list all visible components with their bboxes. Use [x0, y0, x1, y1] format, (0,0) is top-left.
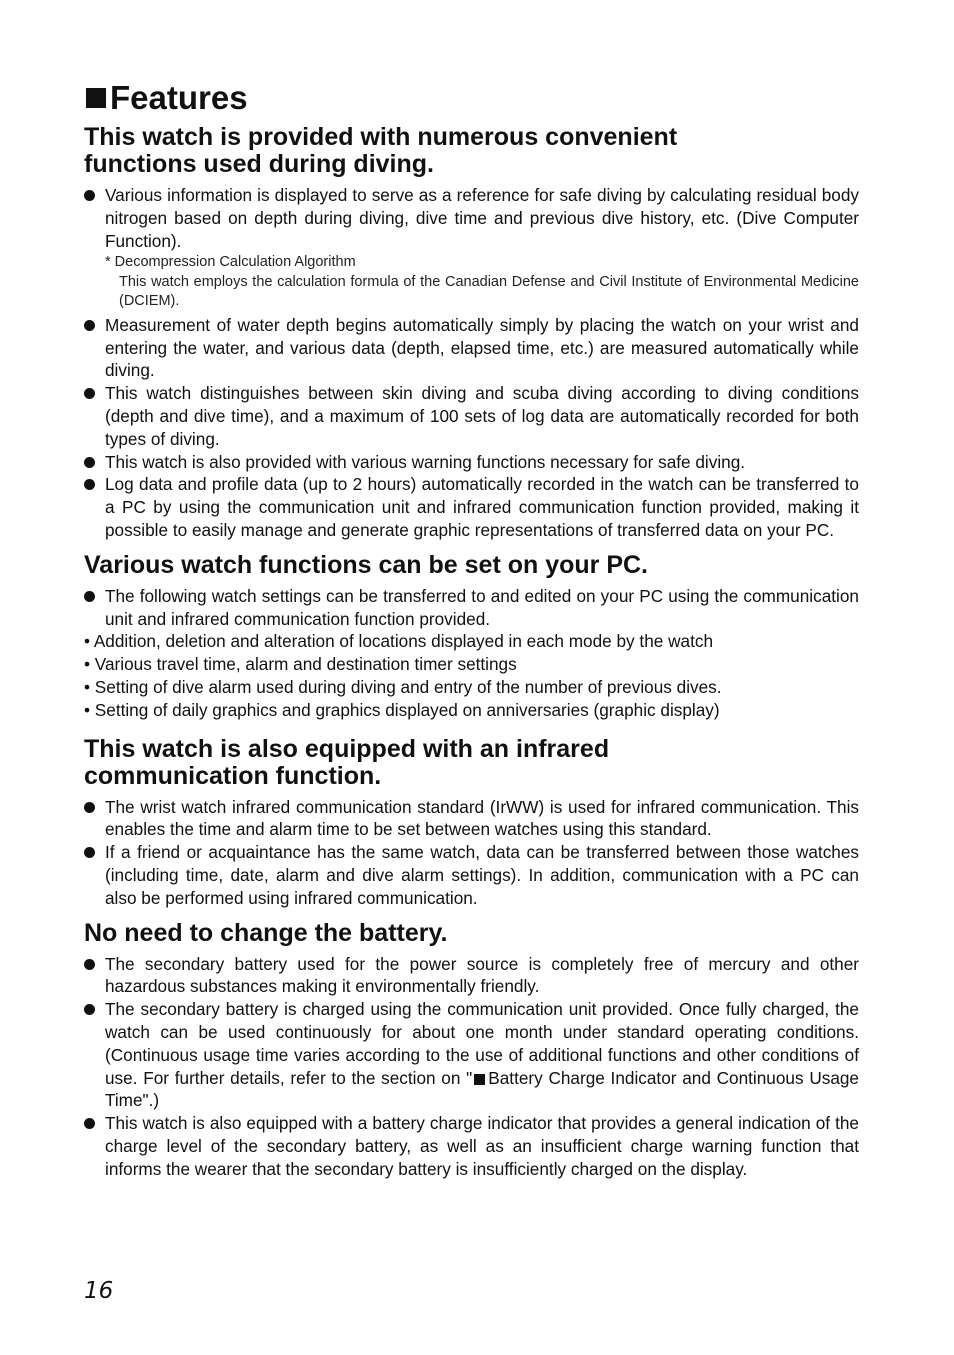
pc-bullet-list — [84, 585, 859, 631]
list-item: The following watch settings can be transferred to and edited on your PC using the communication unit and infrared communication function provided. — [84, 585, 859, 631]
list-item: • Addition, deletion and alteration of locations displayed in each mode by the watch — [84, 631, 713, 652]
section-heading-battery: No need to change the battery. — [84, 918, 448, 947]
list-item: If a friend or acquaintance has the same watch, data can be transferred between those watches (including time, date, alarm and dive alarm settings). In addition, communication with a PC can also be performed using infrared communication. — [84, 841, 859, 909]
footnote — [84, 253, 859, 312]
list-item: Log data and profile data (up to 2 hours) automatically recorded in the watch can be transferred to a PC by using the communication unit and infrared communication function provided, making it possible to easily manage and generate graphic representations of transferred data on your PC. — [84, 473, 859, 541]
list-item: Various information is displayed to serve as a reference for safe diving by calculating residual body nitrogen based on depth during diving, dive time and previous dive history, etc. (Dive Computer Function). — [84, 184, 859, 252]
infrared-bullet-list — [84, 796, 859, 910]
page-title: Features — [84, 80, 859, 116]
square-icon — [86, 88, 106, 108]
section-heading-diving: This watch is provided with numerous convenient functions used during diving. — [84, 123, 678, 178]
pc-settings-list — [84, 630, 859, 721]
list-item: This watch distinguishes between skin diving and scuba diving according to diving conditions (depth and dive time), and a maximum of 100 sets of log data are automatically recorded for both types of diving. — [84, 382, 859, 450]
list-item: The secondary battery used for the power source is completely free of mercury and other hazardous substances making it environmentally friendly. — [84, 953, 859, 999]
list-item: • Various travel time, alarm and destination timer settings — [84, 654, 517, 675]
list-item: This watch is also equipped with a battery charge indicator that provides a general indication of the charge level of the secondary battery, as well as an insufficient charge warning function that informs the wearer that the secondary battery is insufficiently charged on the display. — [84, 1112, 859, 1180]
section-heading-pc-settings: Various watch functions can be set on your PC. — [84, 550, 649, 579]
footnote-body: This watch employs the calculation formula of the Canadian Defense and Civil Institute of Environmental Medicine (DCIEM). — [119, 273, 859, 310]
square-icon — [474, 1074, 485, 1085]
footnote-title: * Decompression Calculation Algorithm — [105, 254, 356, 271]
page-number: 16 — [84, 1278, 114, 1304]
list-item: This watch is also provided with various warning functions necessary for safe diving. — [84, 451, 859, 474]
list-item: • Setting of dive alarm used during diving and entry of the number of previous dives. — [84, 677, 722, 698]
battery-bullet-list — [84, 953, 859, 1181]
list-item: Measurement of water depth begins automatically simply by placing the watch on your wrist and entering the water, and various data (depth, elapsed time, etc.) are measured automatically while diving. — [84, 314, 859, 382]
diving-bullet-list-2 — [84, 314, 859, 542]
list-item: The secondary battery is charged using the communication unit provided. Once fully charged, the watch can be used continuously for about one month under standard operating conditions. (Continuous usage time varies according to the use of additional functions and other conditions of use. For further details, refer to the section on " Battery Charge Indicator and Continuous Usage Time".) — [84, 998, 859, 1112]
section-heading-infrared: This watch is also equipped with an infrared communication function. — [84, 734, 610, 790]
list-item: The wrist watch infrared communication standard (IrWW) is used for infrared communication. This enables the time and alarm time to be set between watches using this standard. — [84, 796, 859, 842]
list-item: • Setting of daily graphics and graphics displayed on anniversaries (graphic display) — [84, 699, 720, 720]
page-content — [84, 80, 859, 1181]
diving-bullet-list — [84, 184, 859, 252]
